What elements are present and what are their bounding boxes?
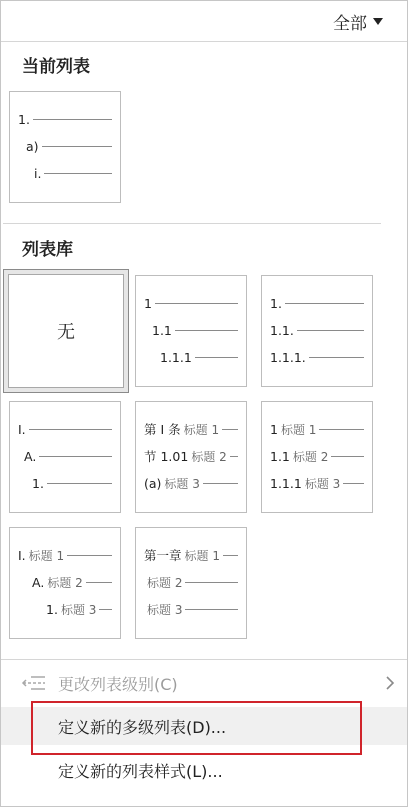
heading-style-label: 标题 2	[47, 575, 83, 590]
heading-style-label: 标题 3	[304, 476, 341, 491]
numbering-label: I.	[18, 421, 26, 437]
text-line	[297, 330, 364, 331]
list-library-option[interactable]	[135, 275, 247, 387]
numbering-label: 节 1.01	[144, 449, 189, 464]
numbering-label: a)	[26, 138, 39, 154]
numbering-label: A.	[24, 448, 37, 464]
text-line	[175, 330, 238, 331]
numbering-label: A.	[32, 574, 45, 590]
heading-style-label: 标题 1	[183, 422, 220, 437]
preview-row	[10, 547, 120, 563]
list-library-option[interactable]	[9, 401, 121, 513]
text-line	[331, 456, 364, 457]
preview-row	[262, 322, 372, 338]
numbering-label: 1.1	[270, 448, 290, 464]
divider	[1, 41, 407, 42]
heading-style-label: 标题 1	[280, 422, 317, 437]
numbering-label: 1.1	[152, 322, 172, 338]
preview-row	[10, 165, 120, 181]
define-multilevel-list-label: 定义新的多级列表(D)...	[58, 717, 227, 737]
text-line	[155, 303, 238, 304]
numbering-label: 1.1.1	[160, 349, 192, 365]
numbering-label: 1.	[270, 295, 282, 311]
preview-row	[10, 574, 120, 590]
preview-row	[10, 111, 120, 127]
text-line	[195, 357, 238, 358]
list-library-option[interactable]	[135, 401, 247, 513]
list-library-option[interactable]	[135, 527, 247, 639]
change-list-level-label: 更改列表级别(C)	[58, 674, 178, 694]
text-line	[33, 119, 112, 120]
current-list-heading: 当前列表	[22, 57, 90, 77]
list-library-option[interactable]	[9, 527, 121, 639]
preview-row	[10, 448, 120, 464]
numbering-label: 1.1.1.	[270, 349, 306, 365]
text-line	[203, 483, 238, 484]
list-library-option[interactable]	[261, 401, 373, 513]
text-line	[343, 483, 364, 484]
heading-style-label: 标题 2	[147, 575, 183, 590]
preview-row	[136, 295, 246, 311]
text-line	[230, 456, 238, 457]
numbering-label: 1	[144, 295, 152, 311]
heading-style-label: 标题 2	[292, 449, 329, 464]
preview-row	[10, 138, 120, 154]
divider	[3, 223, 381, 224]
preview-row	[10, 475, 120, 491]
text-line	[99, 609, 112, 610]
change-list-level-item	[1, 664, 407, 702]
numbering-label: 1.1.1	[270, 475, 302, 491]
numbering-label: I.	[18, 547, 26, 563]
text-line	[223, 555, 238, 556]
preview-row	[136, 574, 246, 590]
numbering-label: 1	[270, 421, 278, 437]
heading-style-label: 标题 1	[28, 548, 65, 563]
text-line	[42, 146, 112, 147]
text-line	[44, 173, 112, 174]
text-line	[86, 582, 112, 583]
text-line	[285, 303, 364, 304]
text-line	[47, 483, 112, 484]
numbering-label: 第一章	[144, 548, 182, 563]
numbering-label: (a)	[144, 475, 162, 491]
preview-row	[262, 421, 372, 437]
define-list-style-label: 定义新的列表样式(L)...	[58, 761, 223, 781]
caret-down-icon	[373, 18, 383, 25]
text-line	[222, 429, 238, 430]
heading-style-label: 标题 3	[164, 476, 200, 491]
define-multilevel-list-item[interactable]	[1, 707, 407, 745]
preview-row	[136, 349, 246, 365]
heading-style-label: 标题 1	[184, 548, 220, 563]
none-label: 无	[8, 274, 124, 388]
chevron-right-icon	[385, 675, 395, 691]
numbering-label: 1.	[18, 111, 30, 127]
text-line	[29, 429, 112, 430]
preview-row	[262, 349, 372, 365]
text-line	[39, 456, 112, 457]
preview-row	[136, 547, 246, 563]
filter-label: 全部	[333, 14, 367, 34]
preview-row	[10, 421, 120, 437]
text-line	[185, 609, 238, 610]
heading-style-label: 标题 3	[60, 602, 97, 617]
preview-row	[262, 475, 372, 491]
text-line	[67, 555, 112, 556]
preview-row	[10, 601, 120, 617]
preview-row	[136, 448, 246, 464]
preview-row	[136, 322, 246, 338]
heading-style-label: 标题 2	[191, 449, 227, 464]
preview-row	[262, 448, 372, 464]
numbering-label: i.	[34, 165, 42, 181]
preview-row	[262, 295, 372, 311]
numbering-label: 1.1.	[270, 322, 294, 338]
text-line	[319, 429, 364, 430]
current-list-preview[interactable]	[9, 91, 121, 203]
numbering-label: 1.	[32, 475, 44, 491]
indent-level-icon	[21, 674, 47, 692]
list-library-heading: 列表库	[22, 240, 73, 260]
preview-row	[136, 475, 246, 491]
preview-row	[136, 601, 246, 617]
divider	[1, 659, 407, 660]
heading-style-label: 标题 3	[147, 602, 183, 617]
text-line	[185, 582, 238, 583]
numbering-label: 1.	[46, 601, 58, 617]
list-none-option[interactable]	[3, 269, 129, 393]
define-list-style-item[interactable]	[1, 751, 407, 789]
filter-dropdown[interactable]	[333, 9, 383, 34]
numbering-label: 第 I 条	[144, 422, 181, 437]
preview-row	[136, 421, 246, 437]
list-library-option[interactable]	[261, 275, 373, 387]
text-line	[309, 357, 364, 358]
